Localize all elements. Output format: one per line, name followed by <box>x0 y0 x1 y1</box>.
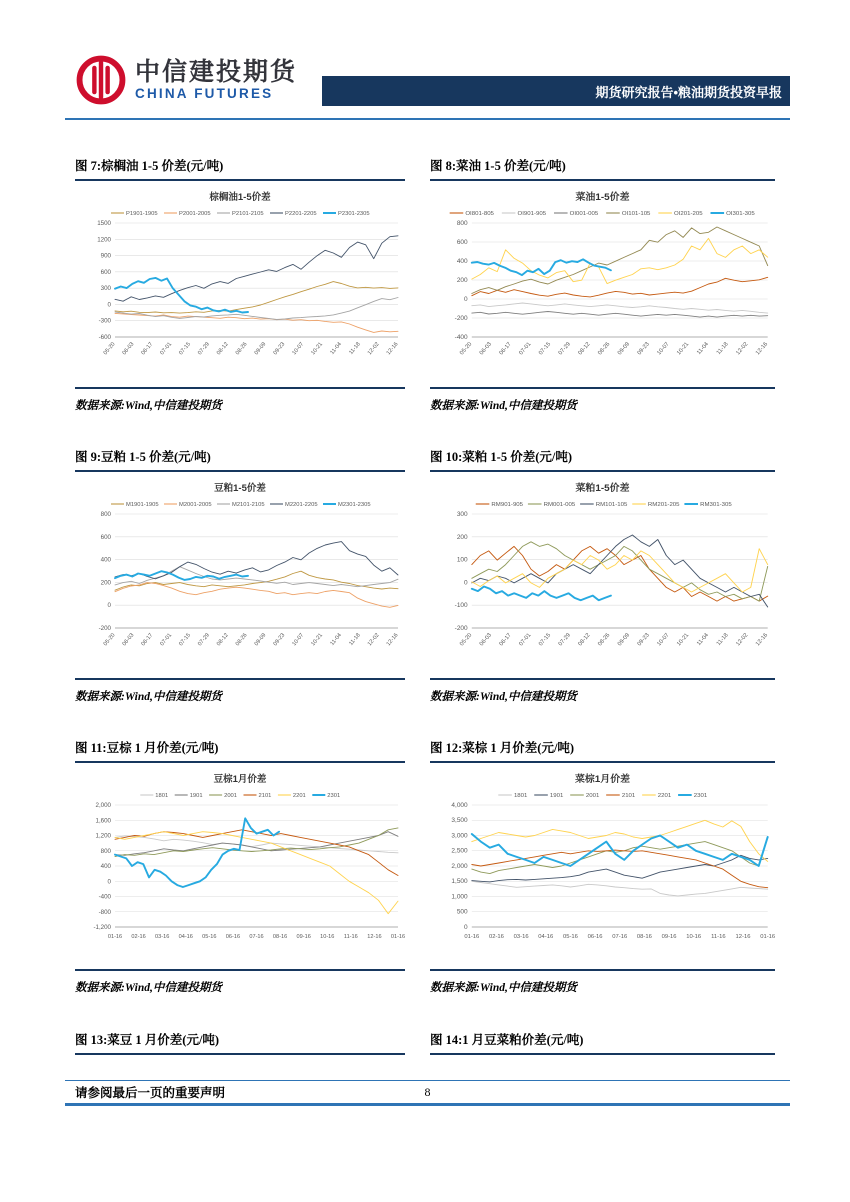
figure-separator <box>75 678 405 680</box>
x-axis-tick: 11-18 <box>715 632 730 647</box>
chart-title: 棕榈油1-5价差 <box>209 192 271 203</box>
legend-item <box>534 793 563 799</box>
x-axis-tick: 01-16 <box>760 934 775 940</box>
y-axis-tick: 0 <box>464 296 468 303</box>
data-source-note: 数据来源:Wind,中信建投期货 <box>430 691 577 703</box>
x-axis-tick: 06-17 <box>140 341 155 357</box>
series-line-P2101-2105 <box>115 298 398 320</box>
logo-en-text: CHINA FUTURES <box>135 85 274 101</box>
y-axis-tick: 2,000 <box>95 802 111 809</box>
series-line-1801 <box>472 881 768 896</box>
x-axis-tick: 07-01 <box>159 632 174 648</box>
chart-title: 菜棕1月价差 <box>574 774 631 785</box>
y-axis-tick: 0 <box>464 924 468 931</box>
pending-figure-title: 图 14:1 月豆菜粕价差(元/吨) <box>430 1030 775 1055</box>
series-line-2001 <box>472 837 768 874</box>
x-axis-tick: 07-29 <box>197 341 211 357</box>
y-axis-tick: 400 <box>456 258 468 265</box>
x-axis-tick: 04-16 <box>538 934 554 940</box>
y-axis-tick: 900 <box>100 252 111 260</box>
legend-item <box>632 502 680 508</box>
x-axis-tick: 11-04 <box>329 341 343 356</box>
y-axis-tick: 200 <box>456 533 468 541</box>
figure-separator <box>430 387 775 389</box>
legend-label: OI901-905 <box>517 211 547 217</box>
legend-label: 2301 <box>693 793 708 799</box>
x-axis-tick: 09-09 <box>253 632 268 648</box>
x-axis-tick: 01-16 <box>390 934 405 940</box>
data-source-note: 数据来源:Wind,中信建投期货 <box>75 400 222 412</box>
logo-cn-text: 中信建投期货 <box>135 58 298 87</box>
x-axis-tick: 10-16 <box>686 934 702 940</box>
legend-label: P2101-2105 <box>232 211 264 217</box>
legend-item <box>570 793 599 799</box>
series-line-2001 <box>115 828 398 857</box>
legend-item <box>606 211 651 217</box>
chart <box>75 187 405 387</box>
x-axis-tick: 09-23 <box>636 632 651 648</box>
y-axis-tick: -800 <box>98 908 111 916</box>
legend-label: OI001-005 <box>569 211 599 217</box>
x-axis-tick: 07-01 <box>518 632 533 648</box>
x-axis-tick: 03-16 <box>155 934 170 940</box>
x-axis-tick: 12-02 <box>366 632 381 648</box>
x-axis-tick: 11-04 <box>329 632 343 647</box>
chart-canvas-12 <box>430 769 775 969</box>
legend-label: 2301 <box>327 793 341 799</box>
series-line-2301 <box>115 818 279 887</box>
x-axis-tick: 05-20 <box>459 632 474 648</box>
legend-item <box>270 211 317 217</box>
x-axis-tick: 09-09 <box>253 341 268 357</box>
x-axis-tick: 02-16 <box>488 934 504 940</box>
x-axis-tick: 06-17 <box>140 632 155 648</box>
chart <box>430 478 775 678</box>
y-axis-tick: 1200 <box>97 236 111 244</box>
legend-label: 2201 <box>292 793 306 799</box>
y-axis-tick: 600 <box>100 533 111 541</box>
y-axis-tick: -400 <box>454 334 468 341</box>
x-axis-tick: 08-16 <box>272 934 288 940</box>
x-axis-tick: 06-16 <box>225 934 241 940</box>
x-axis-tick: 08-12 <box>577 341 592 357</box>
legend-item <box>111 502 159 508</box>
figure-block-8 <box>430 156 775 413</box>
y-axis-tick: -200 <box>454 315 468 322</box>
legend-item <box>164 211 211 217</box>
legend-item <box>606 793 635 799</box>
y-axis-tick: 2,500 <box>451 847 468 855</box>
x-axis-tick: 07-01 <box>159 341 174 357</box>
x-axis-tick: 05-16 <box>562 934 578 940</box>
series-line-2201 <box>472 820 768 861</box>
x-axis-tick: 05-20 <box>459 341 474 357</box>
legend-label: 1901 <box>189 793 203 799</box>
y-axis-tick: 3,000 <box>451 832 468 840</box>
y-axis-tick: 300 <box>456 511 468 518</box>
chart <box>75 478 405 678</box>
legend-item <box>658 211 703 217</box>
x-axis-tick: 01-16 <box>107 934 123 940</box>
y-axis-tick: 0 <box>464 579 468 587</box>
chart-title: 菜油1-5价差 <box>575 192 630 203</box>
legend-label: OI301-305 <box>726 211 755 217</box>
x-axis-tick: 07-15 <box>537 632 553 648</box>
y-axis-tick: 4,000 <box>451 802 468 809</box>
legend-label: M2101-2105 <box>232 502 265 508</box>
legend-label: P1901-1905 <box>126 211 158 217</box>
legend-label: RM901-905 <box>491 502 524 508</box>
footer-rule-bottom <box>65 1103 790 1106</box>
x-axis-tick: 12-16 <box>735 934 751 940</box>
y-axis-tick: 800 <box>100 847 111 855</box>
company-logo <box>75 54 297 106</box>
legend-label: 1901 <box>549 793 564 799</box>
figure-block-7 <box>75 156 405 413</box>
x-axis-tick: 09-09 <box>616 341 632 357</box>
y-axis-tick: -100 <box>454 602 468 610</box>
legend-label: RM201-205 <box>647 502 680 508</box>
legend-item <box>323 211 370 217</box>
legend-item <box>164 502 212 508</box>
series-line-RM001-005 <box>472 542 768 601</box>
x-axis-tick: 10-21 <box>676 341 691 357</box>
x-axis-tick: 03-16 <box>513 934 529 940</box>
y-axis-tick: 100 <box>456 556 468 564</box>
legend-item <box>554 211 599 217</box>
series-line-RM101-105 <box>472 535 768 607</box>
legend-item <box>323 502 371 508</box>
figure-title: 图 9:豆粕 1-5 价差(元/吨) <box>75 447 405 472</box>
report-banner: 期货研究报告•粮油期货投资早报 <box>322 76 790 106</box>
legend-label: 1801 <box>155 793 169 799</box>
x-axis-tick: 08-26 <box>597 341 612 357</box>
figure-title: 图 12:菜棕 1 月价差(元/吨) <box>430 738 775 763</box>
x-axis-tick: 08-16 <box>636 934 652 940</box>
x-axis-tick: 12-16 <box>754 341 770 357</box>
legend-item <box>140 793 168 799</box>
x-axis-tick: 05-20 <box>102 632 117 648</box>
x-axis-tick: 01-16 <box>464 934 480 940</box>
x-axis-tick: 07-29 <box>557 632 573 648</box>
legend-item <box>642 793 671 799</box>
x-axis-tick: 08-12 <box>215 632 230 648</box>
x-axis-tick: 12-16 <box>385 632 400 648</box>
y-axis-tick: 2,000 <box>451 863 468 870</box>
x-axis-tick: 06-03 <box>478 341 494 357</box>
x-axis-tick: 12-16 <box>754 632 770 648</box>
header-rule <box>65 118 790 120</box>
legend-label: P2201-2205 <box>285 211 317 217</box>
chart-canvas-9 <box>75 478 405 678</box>
figure-block-11 <box>75 738 405 995</box>
y-axis-tick: -600 <box>98 334 111 341</box>
x-axis-tick: 09-23 <box>272 632 287 648</box>
x-axis-tick: 04-16 <box>178 934 193 940</box>
x-axis-tick: 07-15 <box>537 341 553 357</box>
figure-separator <box>75 387 405 389</box>
data-source-note: 数据来源:Wind,中信建投期货 <box>75 691 222 703</box>
figure-block-10 <box>430 447 775 704</box>
legend-item <box>278 793 306 799</box>
legend-item <box>678 793 707 799</box>
x-axis-tick: 11-18 <box>348 632 362 647</box>
series-line-RM301-305 <box>472 587 611 601</box>
x-axis-tick: 08-26 <box>597 632 612 648</box>
legend-item <box>450 211 495 217</box>
y-axis-tick: -200 <box>98 625 111 632</box>
series-line-2101 <box>115 830 398 876</box>
legend-label: RM001-005 <box>543 502 576 508</box>
legend-label: P2301-2305 <box>338 211 370 217</box>
data-source-note: 数据来源:Wind,中信建投期货 <box>75 982 222 994</box>
chart <box>430 187 775 387</box>
y-axis-tick: 400 <box>100 863 111 870</box>
x-axis-tick: 06-03 <box>121 341 136 357</box>
y-axis-tick: 1,000 <box>451 893 468 901</box>
legend-item <box>580 502 628 508</box>
page-footer <box>65 1080 790 1106</box>
x-axis-tick: 08-26 <box>234 341 249 357</box>
figure-title: 图 11:豆棕 1 月价差(元/吨) <box>75 738 405 763</box>
x-axis-tick: 10-21 <box>310 632 325 648</box>
x-axis-tick: 11-18 <box>715 341 730 356</box>
legend-label: OI801-805 <box>465 211 494 217</box>
legend-label: 2201 <box>657 793 672 799</box>
x-axis-tick: 02-16 <box>131 934 146 940</box>
x-axis-tick: 07-16 <box>249 934 264 940</box>
legend-label: P2001-2005 <box>179 211 211 217</box>
legend-item <box>502 211 547 217</box>
chart-canvas-11 <box>75 769 405 969</box>
x-axis-tick: 10-16 <box>320 934 335 940</box>
y-axis-tick: 1,500 <box>451 878 468 886</box>
legend-label: 1801 <box>513 793 528 799</box>
x-axis-tick: 05-20 <box>102 341 117 357</box>
x-axis-tick: 07-15 <box>178 632 192 648</box>
legend-item <box>684 502 732 508</box>
chart-canvas-8 <box>430 187 775 387</box>
legend-item <box>175 793 203 799</box>
x-axis-tick: 06-03 <box>121 632 136 648</box>
page-number: 8 <box>424 1084 431 1099</box>
x-axis-tick: 10-07 <box>291 632 306 648</box>
x-axis-tick: 09-23 <box>272 341 287 357</box>
legend-label: 2001 <box>585 793 600 799</box>
x-axis-tick: 07-01 <box>518 341 533 357</box>
x-axis-tick: 09-16 <box>661 934 677 940</box>
series-line-OI101-105 <box>472 227 768 294</box>
x-axis-tick: 12-02 <box>735 632 750 648</box>
x-axis-tick: 07-29 <box>557 341 573 357</box>
x-axis-tick: 06-17 <box>498 341 513 357</box>
series-line-OI001-005 <box>472 312 768 318</box>
legend-item <box>244 793 272 799</box>
x-axis-tick: 06-16 <box>587 934 603 940</box>
x-axis-tick: 09-16 <box>296 934 311 940</box>
y-axis-tick: 3,500 <box>451 817 468 825</box>
x-axis-tick: 07-16 <box>612 934 628 940</box>
legend-label: RM101-105 <box>595 502 628 508</box>
legend-label: M2201-2205 <box>285 502 318 508</box>
x-axis-tick: 11-16 <box>343 934 358 940</box>
figure-block-9 <box>75 447 405 704</box>
series-line-P2201-2205 <box>115 236 398 301</box>
y-axis-tick: 800 <box>456 220 468 227</box>
y-axis-tick: 0 <box>107 878 111 886</box>
figures-grid <box>75 156 775 995</box>
y-axis-tick: -400 <box>98 893 111 901</box>
x-axis-tick: 06-17 <box>498 632 513 648</box>
legend-item <box>312 793 340 799</box>
chart-canvas-10 <box>430 478 775 678</box>
y-axis-tick: 400 <box>100 556 111 564</box>
x-axis-tick: 10-21 <box>676 632 691 648</box>
legend-label: OI101-105 <box>621 211 651 217</box>
x-axis-tick: 08-12 <box>215 341 230 357</box>
chart-title: 菜粕1-5价差 <box>575 483 630 494</box>
x-axis-tick: 07-29 <box>197 632 211 648</box>
legend-label: OI201-205 <box>674 211 703 217</box>
legend-item <box>209 793 237 799</box>
x-axis-tick: 10-21 <box>310 341 325 357</box>
series-line-RM901-905 <box>472 546 768 601</box>
legend-label: RM301-305 <box>700 502 732 508</box>
x-axis-tick: 11-18 <box>348 341 362 356</box>
figure-block-12 <box>430 738 775 995</box>
legend-label: M2001-2005 <box>179 502 212 508</box>
legend-label: 2001 <box>224 793 238 799</box>
legend-item <box>476 502 524 508</box>
y-axis-tick: 200 <box>100 579 111 587</box>
chart-title: 豆棕1月价差 <box>213 774 267 785</box>
data-source-note: 数据来源:Wind,中信建投期货 <box>430 400 577 412</box>
page-header <box>65 52 790 112</box>
x-axis-tick: 12-02 <box>735 341 750 357</box>
x-axis-tick: 09-23 <box>636 341 651 357</box>
x-axis-tick: 10-07 <box>291 341 306 357</box>
y-axis-tick: -1,200 <box>93 924 111 931</box>
footer-disclaimer: 请参阅最后一页的重要声明 <box>75 1086 226 1100</box>
figure-separator <box>430 678 775 680</box>
figure-separator <box>430 969 775 971</box>
chart-title: 豆粕1-5价差 <box>214 483 266 494</box>
x-axis-tick: 11-16 <box>711 934 726 940</box>
legend-label: 2101 <box>258 793 272 799</box>
x-axis-tick: 05-16 <box>202 934 217 940</box>
series-line-RM201-205 <box>472 549 768 592</box>
y-axis-tick: -300 <box>98 317 111 325</box>
y-axis-tick: 800 <box>100 511 111 518</box>
x-axis-tick: 09-09 <box>616 632 632 648</box>
chart <box>430 769 775 969</box>
x-axis-tick: 12-16 <box>385 341 400 357</box>
y-axis-tick: 500 <box>456 908 468 916</box>
y-axis-tick: 1500 <box>97 220 111 227</box>
legend-label: 2101 <box>621 793 636 799</box>
x-axis-tick: 07-15 <box>178 341 192 357</box>
legend-label: M2301-2305 <box>338 502 371 508</box>
x-axis-tick: 12-02 <box>366 341 381 357</box>
legend-item <box>217 502 265 508</box>
x-axis-tick: 06-03 <box>478 632 494 648</box>
x-axis-tick: 10-07 <box>656 632 671 648</box>
legend-item <box>710 211 755 217</box>
pending-figures-row <box>75 1030 775 1055</box>
y-axis-tick: 200 <box>456 277 468 284</box>
y-axis-tick: 0 <box>107 301 111 309</box>
figure-title: 图 8:菜油 1-5 价差(元/吨) <box>430 156 775 181</box>
y-axis-tick: 600 <box>456 239 468 246</box>
citic-logo-icon <box>75 54 127 106</box>
x-axis-tick: 11-04 <box>696 341 711 356</box>
y-axis-tick: 1,200 <box>95 832 111 840</box>
x-axis-tick: 08-26 <box>234 632 249 648</box>
figure-separator <box>75 969 405 971</box>
y-axis-tick: 300 <box>100 285 111 293</box>
legend-item <box>111 211 158 217</box>
legend-item <box>217 211 264 217</box>
y-axis-tick: -200 <box>454 625 468 632</box>
y-axis-tick: 600 <box>100 268 111 276</box>
x-axis-tick: 10-07 <box>656 341 671 357</box>
chart-canvas-7 <box>75 187 405 387</box>
chart <box>75 769 405 969</box>
x-axis-tick: 12-16 <box>367 934 382 940</box>
figure-title: 图 7:棕榈油 1-5 价差(元/吨) <box>75 156 405 181</box>
y-axis-tick: 1,600 <box>95 817 111 825</box>
pending-figure-title: 图 13:菜豆 1 月价差(元/吨) <box>75 1030 405 1055</box>
legend-item <box>270 502 318 508</box>
legend-item <box>498 793 527 799</box>
y-axis-tick: 0 <box>107 602 111 610</box>
data-source-note: 数据来源:Wind,中信建投期货 <box>430 982 577 994</box>
legend-item <box>528 502 576 508</box>
series-line-OI901-905 <box>472 303 768 313</box>
x-axis-tick: 11-04 <box>696 632 711 647</box>
x-axis-tick: 08-12 <box>577 632 592 648</box>
figure-title: 图 10:菜粕 1-5 价差(元/吨) <box>430 447 775 472</box>
legend-label: M1901-1905 <box>126 502 159 508</box>
